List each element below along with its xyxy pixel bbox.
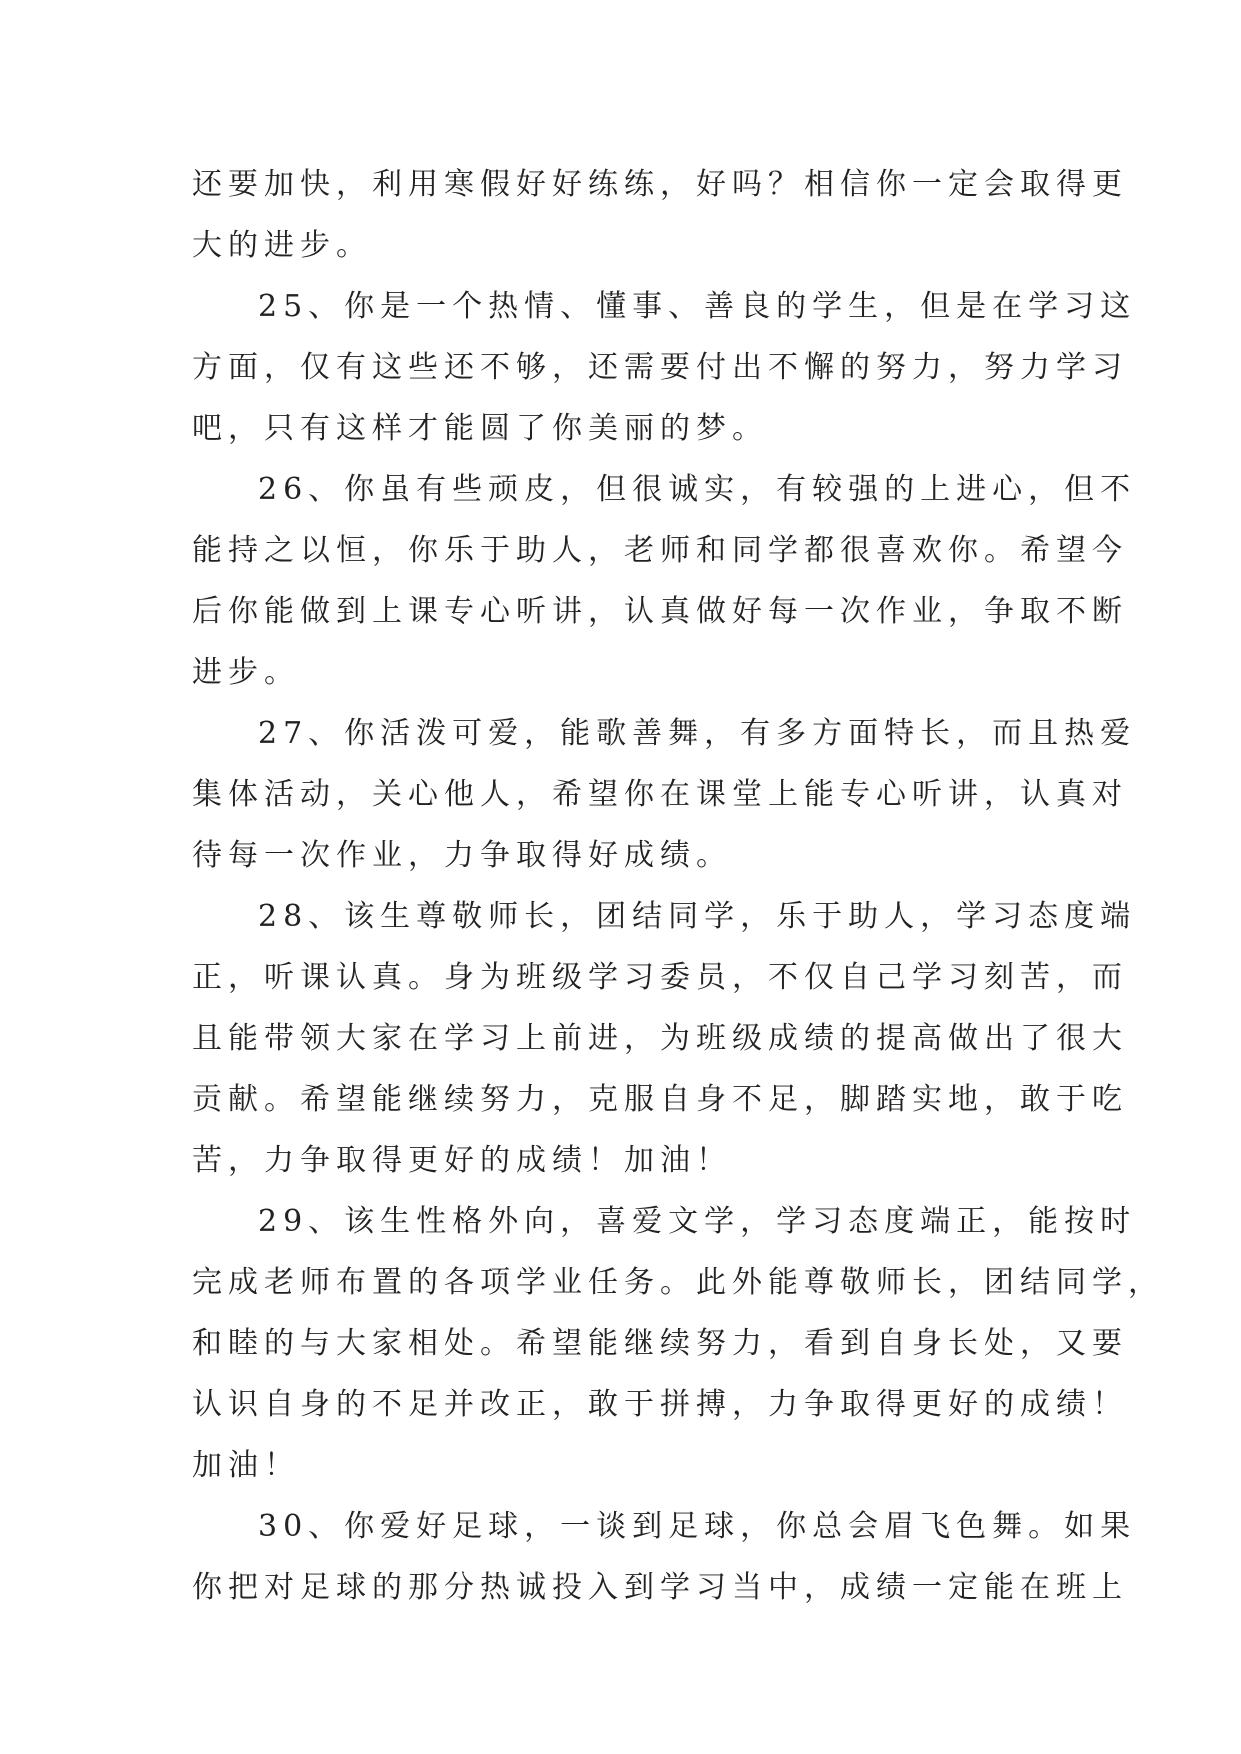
document-body: [192, 154, 1164, 1618]
text-line: 方面，仅有这些还不够，还需要付出不懈的努力，努力学习: [192, 350, 1128, 385]
paragraph-start-line: 26、你虽有些顽皮，但很诚实，有较强的上进心，但不: [258, 472, 1137, 507]
text-line: 后你能做到上课专心听讲，认真做好每一次作业，争取不断: [192, 594, 1128, 629]
text-line: 大的进步。: [192, 228, 372, 263]
text-line: 苦，力争取得更好的成绩！加油！: [192, 1143, 732, 1178]
text-line: 正，听课认真。身为班级学习委员，不仅自己学习刻苦，而: [192, 960, 1128, 995]
paragraph-start-line: 28、该生尊敬师长，团结同学，乐于助人，学习态度端: [258, 899, 1137, 934]
text-line: 还要加快，利用寒假好好练练，好吗？相信你一定会取得更: [192, 167, 1128, 202]
text-line: 你把对足球的那分热诚投入到学习当中，成绩一定能在班上: [192, 1570, 1128, 1605]
text-line: 吧，只有这样才能圆了你美丽的梦。: [192, 411, 768, 446]
text-line: 进步。: [192, 655, 300, 690]
text-line: 能持之以恒，你乐于助人，老师和同学都很喜欢你。希望今: [192, 533, 1128, 568]
text-line: 完成老师布置的各项学业任务。此外能尊敬师长，团结同学，: [192, 1265, 1164, 1300]
text-line: 待每一次作业，力争取得好成绩。: [192, 838, 732, 873]
paragraph-start-line: 27、你活泼可爱，能歌善舞，有多方面特长，而且热爱: [258, 716, 1137, 751]
text-line: 和睦的与大家相处。希望能继续努力，看到自身长处，又要: [192, 1326, 1128, 1361]
text-line: 且能带领大家在学习上前进，为班级成绩的提高做出了很大: [192, 1021, 1128, 1056]
paragraph-start-line: 30、你爱好足球，一谈到足球，你总会眉飞色舞。如果: [258, 1509, 1137, 1544]
text-line: 认识自身的不足并改正，敢于拼搏，力争取得更好的成绩！: [192, 1387, 1128, 1422]
paragraph-start-line: 25、你是一个热情、懂事、善良的学生，但是在学习这: [258, 289, 1137, 324]
text-line: 贡献。希望能继续努力，克服自身不足，脚踏实地，敢于吃: [192, 1082, 1128, 1117]
text-line: 集体活动，关心他人，希望你在课堂上能专心听讲，认真对: [192, 777, 1128, 812]
paragraph-start-line: 29、该生性格外向，喜爱文学，学习态度端正，能按时: [258, 1204, 1137, 1239]
text-line: 加油！: [192, 1448, 300, 1483]
